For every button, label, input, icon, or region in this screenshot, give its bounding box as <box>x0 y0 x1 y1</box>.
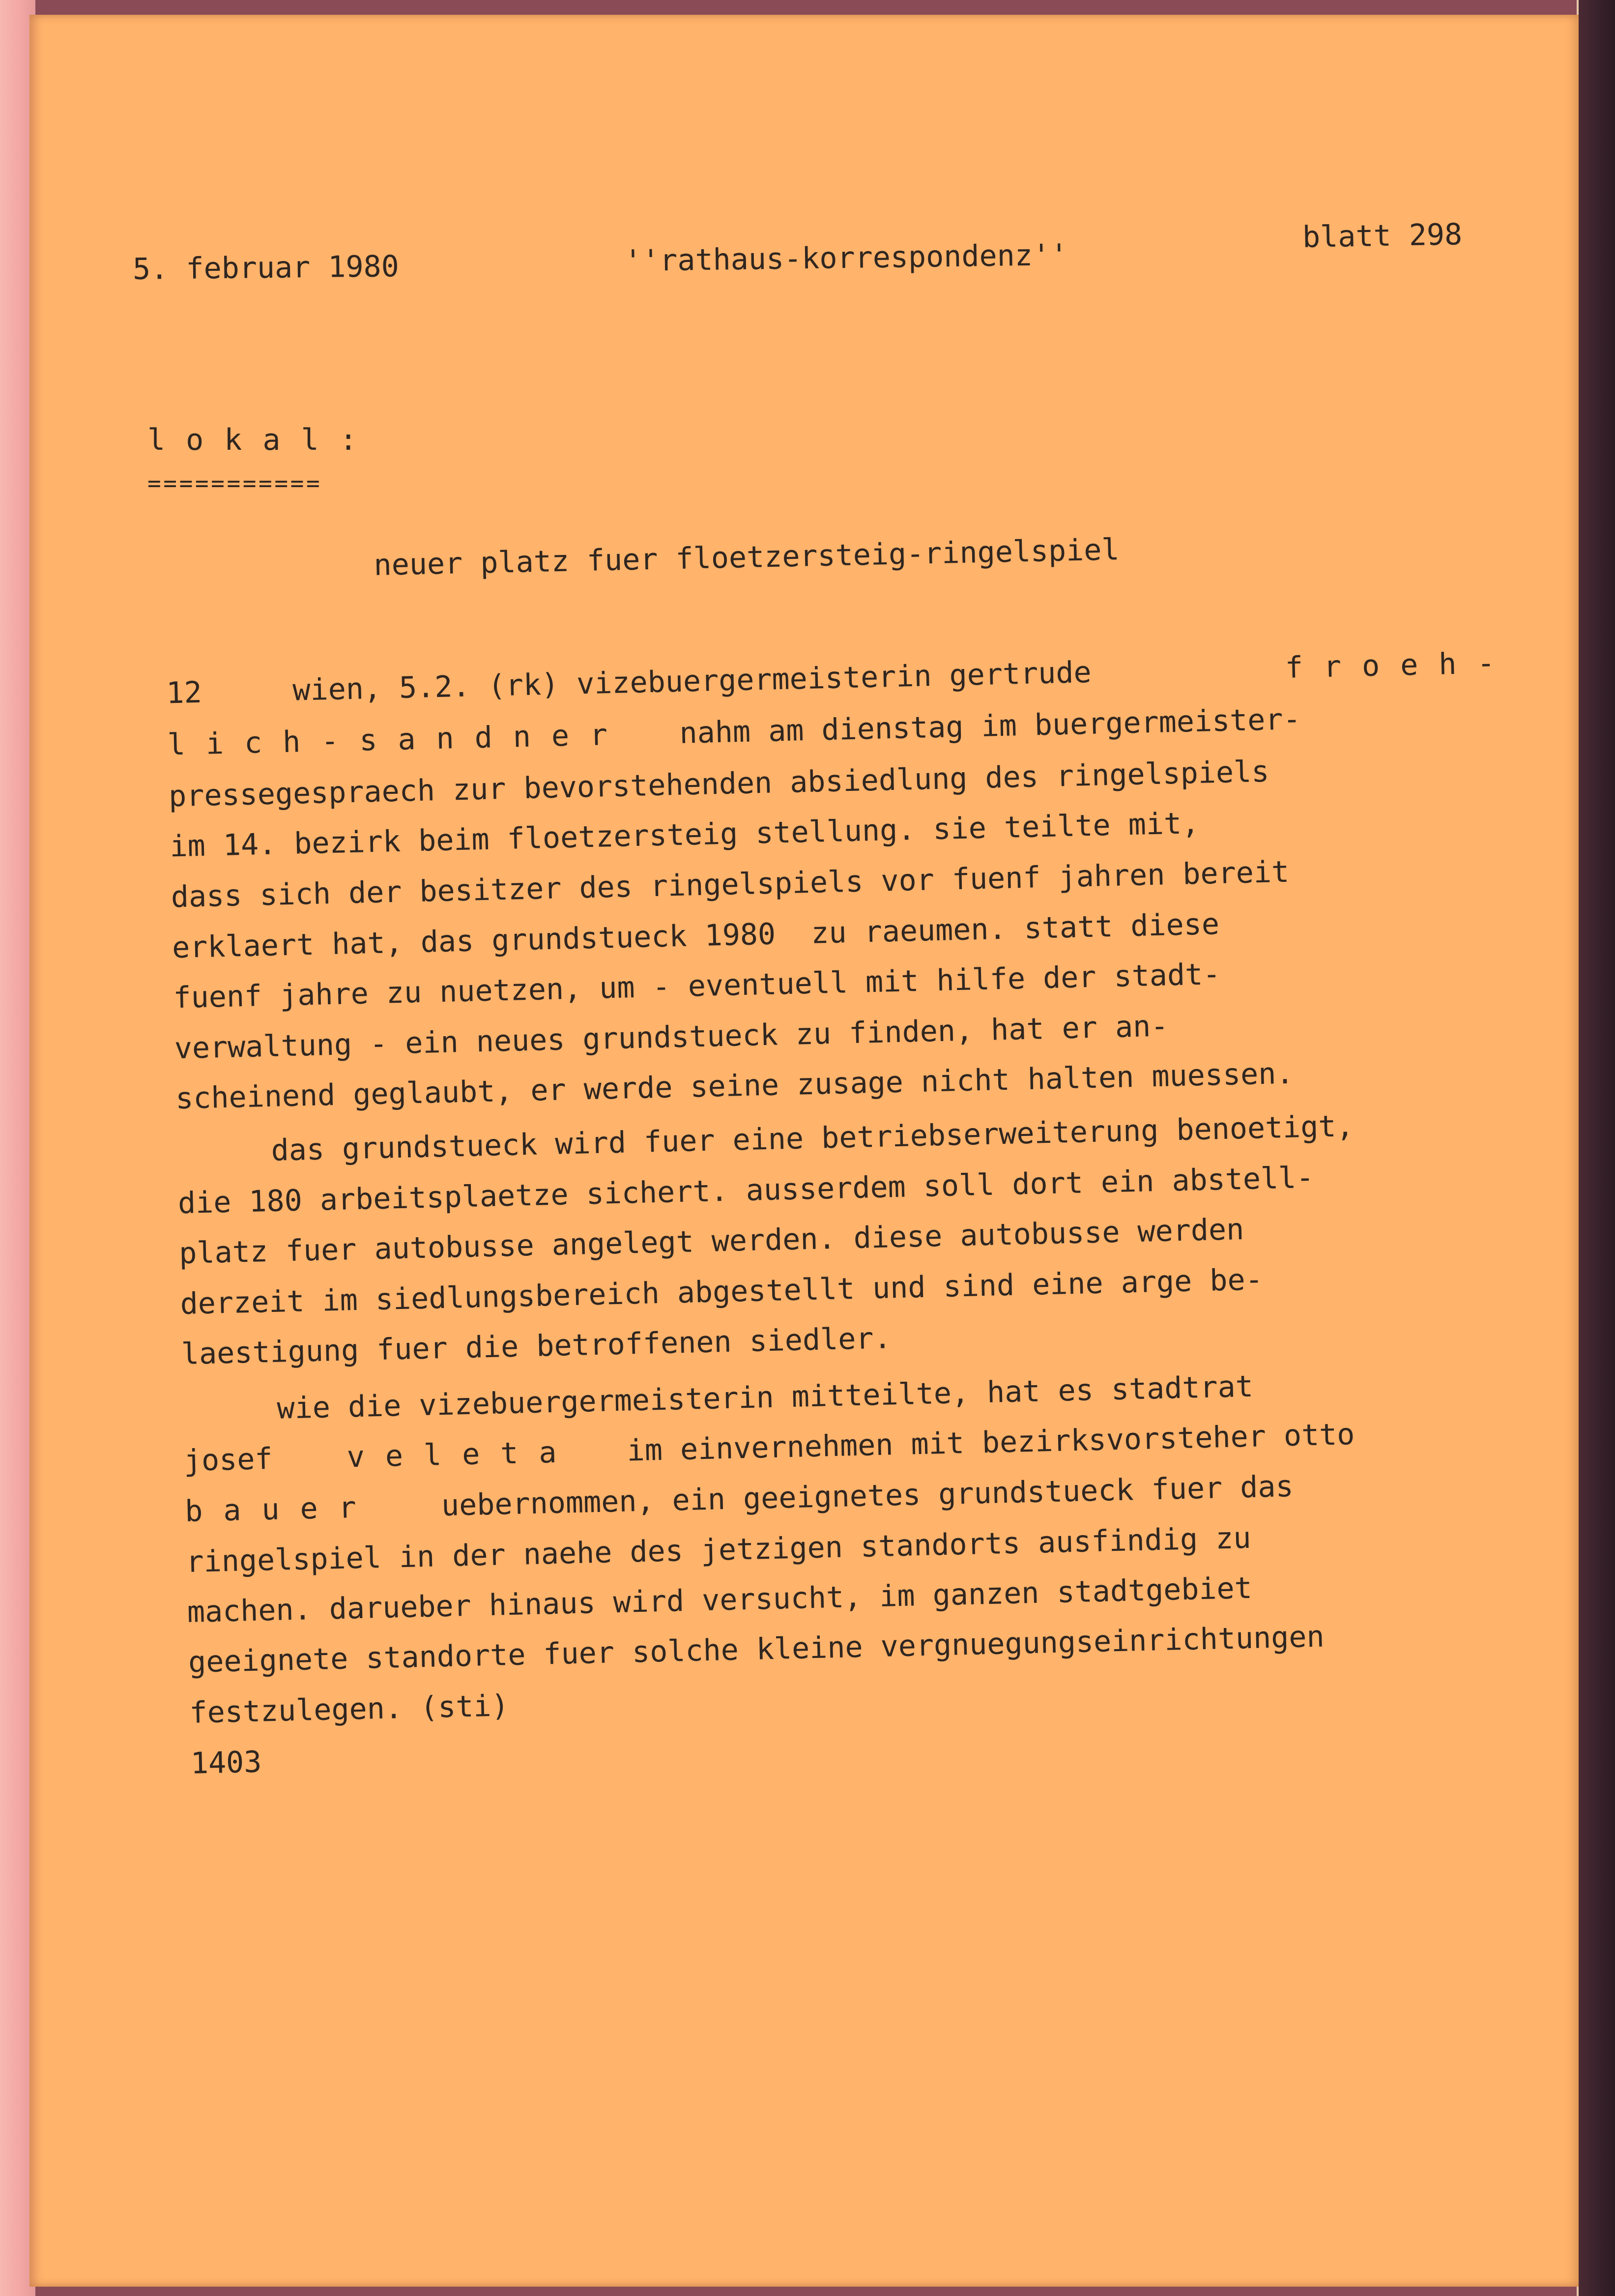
name-froehlich-part1: froeh- <box>1285 645 1516 685</box>
body-line-13: derzeit im siedlungsbereich abgestellt und sind eine arge be- <box>179 1262 1264 1322</box>
name-bauer: bauer <box>184 1490 377 1529</box>
body-line-8: verwaltung - ein neues grundstueck zu finden, hat er an- <box>174 1009 1169 1066</box>
body-line-6: erklaert hat, das grundstueck 1980 zu raeumen. statt diese <box>172 907 1220 965</box>
body-line-1: wien, 5.2. (rk) vizebuergermeisterin gertrude <box>292 655 1092 708</box>
body-line-17: uebernommen, ein geeignetes grundstueck fuer das <box>441 1469 1294 1523</box>
body-line-9: scheinend geglaubt, er werde seine zusage nicht halten muessen. <box>175 1056 1295 1116</box>
name-veleta: veleta <box>346 1434 578 1475</box>
body-line-12: platz fuer autobusse angelegt werden. diese autobusse werden <box>178 1212 1244 1271</box>
body-line-15: wie die vizebuergermeisterin mitteilte, hat es stadtrat <box>276 1369 1254 1426</box>
article-headline: neuer platz fuer floetzersteig-ringelspiel <box>373 532 1120 582</box>
body-line-14: laestigung fuer die betroffenen siedler. <box>181 1321 892 1372</box>
body-line-7: fuenf jahre zu nuetzen, um - eventuell mit hilfe der stadt- <box>173 957 1221 1016</box>
header-publication: ''rathaus-korrespondenz'' <box>624 237 1068 279</box>
body-line-3: pressegespraech zur bevorstehenden absiedlung des ringelspiels <box>168 754 1270 814</box>
article-number: 12 <box>166 675 202 711</box>
section-underline: =========== <box>147 470 322 496</box>
header-date: 5. februar 1980 <box>132 249 400 287</box>
footer-number: 1403 <box>190 1744 262 1781</box>
body-line-2: nahm am dienstag im buergermeister- <box>679 702 1301 751</box>
name-froehlich-part2: lich-sandner <box>167 717 629 762</box>
body-line-21: festzulegen. (sti) <box>189 1688 510 1730</box>
body-line-10: das grundstueck wird fuer eine betriebserweiterung benoetigt, <box>270 1108 1355 1168</box>
body-line-19: machen. darueber hinaus wird versucht, im ganzen stadtgebiet <box>187 1570 1253 1630</box>
typed-page <box>29 15 1579 2287</box>
body-line-5: dass sich der besitzer des ringelspiels vor fuenf jahren bereit <box>171 854 1290 915</box>
body-line-4: im 14. bezirk beim floetzersteig stellung. sie teilte mit, <box>169 806 1200 864</box>
body-line-18: ringelspiel in der naehe des jetzigen standorts ausfindig zu <box>185 1520 1252 1580</box>
section-label: lokal: <box>147 423 378 457</box>
header-sheet: blatt 298 <box>1302 217 1463 255</box>
body-line-16b: im einvernehmen mit bezirksvorsteher otto <box>626 1417 1355 1468</box>
body-line-20: geeignete standorte fuer solche kleine vergnuegungseinrichtungen <box>188 1619 1325 1680</box>
body-line-16a: josef <box>183 1442 273 1479</box>
article-body <box>14 0 1615 2290</box>
body-line-11: die 180 arbeitsplaetze sichert. ausserdem soll dort ein abstell- <box>177 1160 1315 1221</box>
